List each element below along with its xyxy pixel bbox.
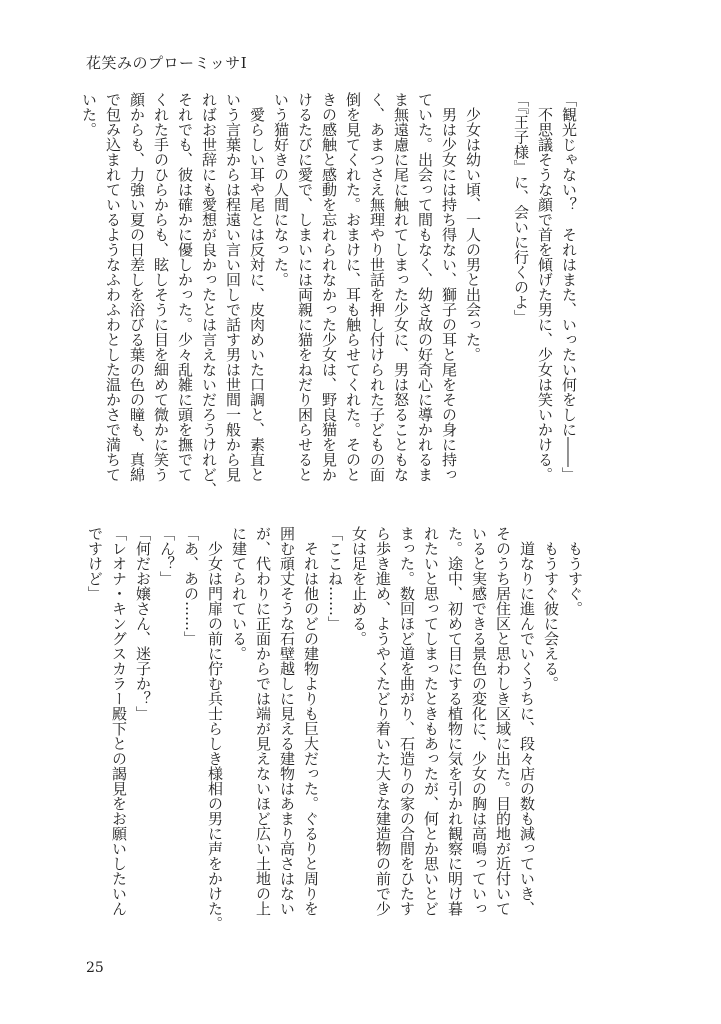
text-line: いた。 bbox=[80, 92, 98, 137]
text-line: まった。数回ほど道を曲がり、石造りの家の合間をひたす bbox=[398, 526, 416, 916]
text-line: 倒を見てくれた。おまけに、耳も触らせてくれた。そのと bbox=[344, 92, 362, 482]
text-line: 愛らしい耳や尾とは反対に、皮肉めいた口調と、素直と bbox=[248, 92, 266, 482]
text-line: 少女は門扉の前に佇む兵士らしき様相の男に声をかけた。 bbox=[206, 526, 224, 931]
text-line: いると実感できる景色の変化に、少女の胸は高鳴っていっ bbox=[470, 526, 488, 916]
text-line: 女は足を止める。 bbox=[350, 526, 368, 646]
text-line: 男は少女には持ち得ない、獅子の耳と尾をその身に持っ bbox=[440, 92, 458, 482]
text-block-bottom bbox=[83, 526, 587, 931]
text-line: 「ここね……」 bbox=[326, 526, 344, 631]
text-line: もうすぐ。 bbox=[566, 526, 584, 616]
text-line: で包み込まれているようなふわふわとした温かさで満ちて bbox=[104, 92, 122, 482]
text-line: 「『王子様』に、会いに行くのよ」 bbox=[512, 92, 530, 325]
text-line: 「観光じゃない？ それはまた、いったい何をしに――」 bbox=[560, 92, 578, 482]
page-number: 25 bbox=[86, 960, 104, 976]
text-line: 不思議そうな顔で首を傾げた男に、少女は笑いかける。 bbox=[536, 92, 554, 482]
text-line: 囲む頑丈そうな石壁越しに見える建物はあまり高さはない bbox=[278, 526, 296, 916]
text-line: に建てられている。 bbox=[230, 526, 248, 661]
text-line: 少女は幼い頃、一人の男と出会った。 bbox=[464, 92, 482, 362]
text-line: くれた手のひらからも、眩しそうに目を細めて微かに笑う bbox=[152, 92, 170, 482]
text-line: 「レオナ・キングスカラー殿下との謁見をお願いしたいん bbox=[110, 526, 128, 916]
text-line: れたいと思ってしまったときもあったが、何とか思いとど bbox=[422, 526, 440, 916]
text-line: た。途中、初めて目にする植物に気を引かれ観察に明け暮 bbox=[446, 526, 464, 916]
text-line: いう言葉からは程遠い言い回しで話す男は世間一般から見 bbox=[224, 92, 242, 482]
text-line: 「何だお嬢さん、迷子か？」 bbox=[134, 526, 152, 721]
text-line: ていた。出会って間もなく、幼さ故の好奇心に導かれるま bbox=[416, 92, 434, 482]
text-line: それでも、彼は確かに優しかった。少々乱雑に頭を撫でて bbox=[176, 92, 194, 482]
text-line: ま無遠慮に尾に触れてしまった少女に、男は怒ることもな bbox=[392, 92, 410, 482]
text-line: けるたびに愛で、しまいには両親に猫をねだり困らせると bbox=[296, 92, 314, 482]
text-line: 顔からも、力強い夏の日差しを浴びる葉の色の瞳も、真綿 bbox=[128, 92, 146, 482]
text-line: 「ん？」 bbox=[158, 526, 176, 586]
text-block-top bbox=[77, 92, 581, 497]
text-line: ればお世辞にも愛想が良かったとは言えないだろうけれど、 bbox=[200, 92, 218, 497]
text-line: 道なりに進んでいくうちに、段々店の数も減っていき、 bbox=[518, 526, 536, 916]
text-line: く、あまつさえ無理やり世話を押し付けられた子どもの面 bbox=[368, 92, 386, 482]
text-line: いう猫好きの人間になった。 bbox=[272, 92, 290, 287]
text-line: それは他のどの建物よりも巨大だった。ぐるりと周りを bbox=[302, 526, 320, 916]
text-line: きの感触と感動を忘れられなかった少女は、野良猫を見か bbox=[320, 92, 338, 482]
text-line: ですけど」 bbox=[86, 526, 104, 601]
text-line: もうすぐ彼に会える。 bbox=[542, 526, 560, 691]
text-line: が、代わりに正面からでは端が見えないほど広い土地の上 bbox=[254, 526, 272, 916]
text-line bbox=[485, 92, 509, 492]
text-line: 「あ、あの……」 bbox=[182, 526, 200, 646]
text-line: ら歩き進め、ようやくたどり着いた大きな建造物の前で少 bbox=[374, 526, 392, 916]
text-line: そのうち居住区と思わしき区域に出た。目的地が近付いて bbox=[494, 526, 512, 916]
running-title: 花笑みのプローミッサⅠ bbox=[86, 54, 248, 72]
